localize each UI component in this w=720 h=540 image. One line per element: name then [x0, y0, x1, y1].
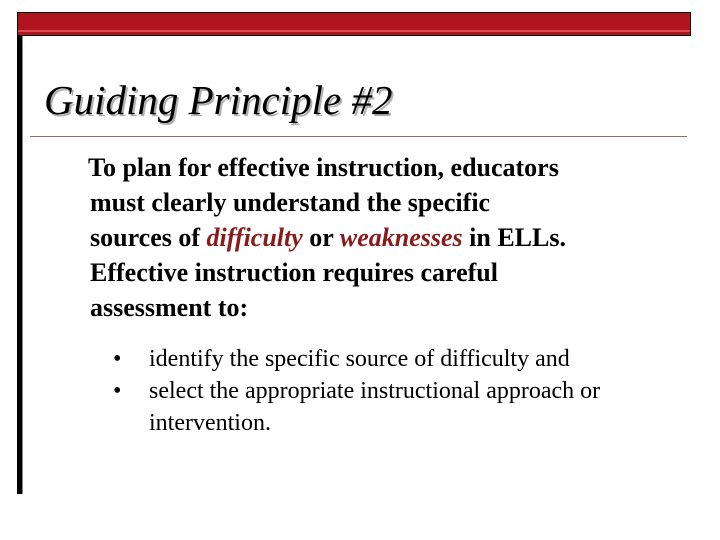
lead-paragraph [90, 150, 680, 325]
slide-title: Guiding Principle #2 [44, 77, 393, 123]
top-accent-bar [17, 12, 691, 36]
bullet-item [113, 375, 693, 439]
lead-line-4: Effective instruction requires careful [90, 258, 498, 287]
lead-line-3-post: in ELLs. [462, 223, 566, 252]
bullet-text: identify the specific source of difficulty and [149, 346, 570, 372]
lead-line-1: To plan for effective instruction, educators [88, 153, 559, 182]
bullet-text: select the appropriate instructional approach or intervention. [149, 378, 601, 436]
left-vertical-rule [17, 36, 22, 494]
bullet-item [113, 343, 693, 375]
emphasis-weaknesses: weaknesses [339, 223, 463, 252]
lead-line-5: assessment to: [90, 293, 249, 322]
bullet-marker: • [113, 378, 122, 404]
bullet-marker: • [113, 346, 122, 372]
lead-line-3-pre: sources of [90, 223, 207, 252]
emphasis-difficulty: difficulty [206, 223, 303, 252]
lead-line-3-mid: or [302, 223, 340, 252]
lead-line-2: must clearly understand the specific [90, 188, 491, 217]
bullet-list [113, 343, 693, 439]
title-divider [30, 136, 687, 137]
